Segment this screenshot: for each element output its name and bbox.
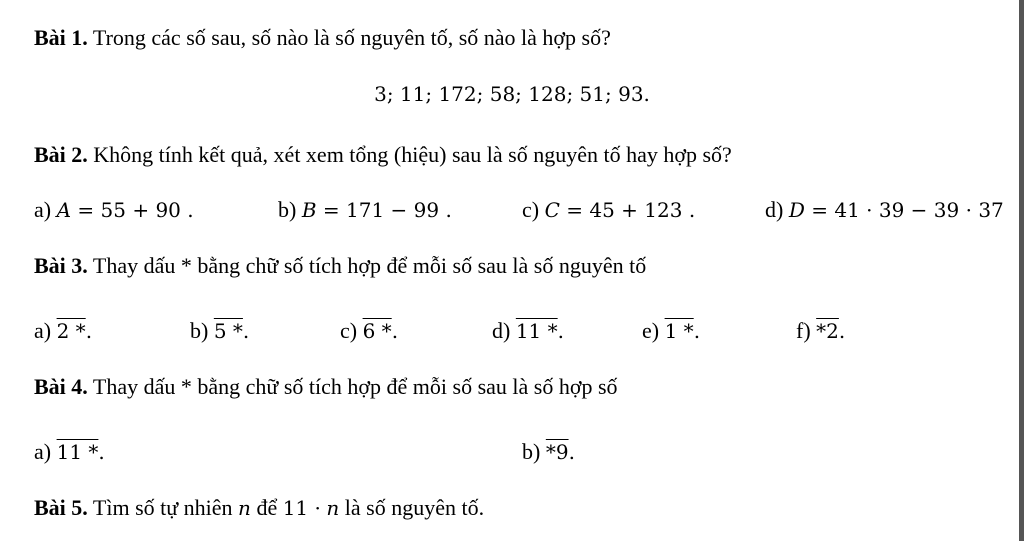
item-letter: b) bbox=[278, 197, 297, 222]
item-number: *2 bbox=[816, 319, 839, 343]
exercise-3-item-c bbox=[340, 320, 398, 342]
exercise-5-expr-variable: n bbox=[326, 496, 340, 520]
item-period: . bbox=[838, 319, 846, 343]
item-number: 2 * bbox=[56, 319, 86, 343]
item-period: . bbox=[242, 319, 250, 343]
item-expression: = 45 + 123 . bbox=[559, 198, 696, 222]
exercise-5-text-mid: để bbox=[256, 495, 278, 520]
item-period: . bbox=[391, 319, 399, 343]
exercise-3-heading bbox=[34, 255, 646, 277]
exercise-3-item-f bbox=[796, 320, 845, 342]
item-period: . bbox=[85, 319, 93, 343]
item-expression: = 171 − 99 . bbox=[316, 198, 452, 222]
exercise-3-item-e bbox=[642, 320, 700, 342]
item-period: . bbox=[568, 440, 575, 464]
item-number: 11 * bbox=[56, 440, 99, 464]
exercise-1-label: Bài 1. bbox=[34, 25, 88, 50]
exercise-1-text: Trong các số sau, số nào là số nguyên tố, số nào là hợp số? bbox=[92, 25, 611, 50]
item-variable: B bbox=[301, 198, 317, 222]
right-border bbox=[1019, 0, 1024, 541]
exercise-5-heading bbox=[34, 497, 484, 519]
item-number: 6 * bbox=[362, 319, 392, 343]
exercise-1-heading bbox=[34, 27, 611, 49]
exercise-1-numbers: 3; 11; 172; 58; 128; 51; 93. bbox=[374, 82, 650, 106]
item-letter: d) bbox=[492, 318, 511, 343]
item-letter: a) bbox=[34, 197, 52, 222]
item-period: . bbox=[98, 440, 105, 464]
item-letter: c) bbox=[522, 197, 540, 222]
item-number: 1 * bbox=[664, 319, 694, 343]
item-letter: b) bbox=[522, 439, 541, 464]
exercise-5-text-after: là số nguyên tố. bbox=[344, 495, 485, 520]
item-letter: b) bbox=[190, 318, 209, 343]
item-number: 11 * bbox=[515, 319, 558, 343]
exercise-5-variable: n bbox=[238, 496, 251, 520]
exercise-3-label: Bài 3. bbox=[34, 253, 88, 278]
exercise-5-label: Bài 5. bbox=[34, 495, 88, 520]
exercise-2-label: Bài 2. bbox=[34, 142, 88, 167]
exercise-4-label: Bài 4. bbox=[34, 374, 88, 399]
item-number: *9 bbox=[545, 440, 569, 464]
exercise-2-heading bbox=[34, 144, 732, 166]
item-letter: a) bbox=[34, 318, 52, 343]
item-letter: e) bbox=[642, 318, 660, 343]
item-letter: c) bbox=[340, 318, 358, 343]
exercise-5-expr-number: 11 · bbox=[282, 496, 321, 520]
exercise-2-item-d bbox=[765, 199, 1004, 221]
exercise-4-text: Thay dấu * bằng chữ số tích hợp để mỗi số sau là số hợp số bbox=[92, 374, 618, 399]
item-period: . bbox=[693, 319, 701, 343]
exercise-2-item-b bbox=[278, 199, 452, 221]
exercise-5-text-before: Tìm số tự nhiên bbox=[92, 495, 233, 520]
item-variable: D bbox=[788, 198, 805, 222]
exercise-3-item-b bbox=[190, 320, 249, 342]
item-expression: = 41 · 39 − 39 · 37 bbox=[804, 198, 1004, 222]
exercise-3-item-d bbox=[492, 320, 564, 342]
item-letter: a) bbox=[34, 439, 52, 464]
item-letter: f) bbox=[796, 318, 811, 343]
exercise-3-text: Thay dấu * bằng chữ số tích hợp để mỗi số sau là số nguyên tố bbox=[92, 253, 647, 278]
item-variable: C bbox=[544, 198, 560, 222]
item-letter: d) bbox=[765, 197, 784, 222]
exercise-4-heading bbox=[34, 376, 618, 398]
exercise-2-item-c bbox=[522, 199, 695, 221]
exercise-4-item-b bbox=[522, 441, 575, 463]
exercise-2-text: Không tính kết quả, xét xem tổng (hiệu) sau là số nguyên tố hay hợp số? bbox=[93, 142, 732, 167]
item-period: . bbox=[557, 319, 564, 343]
exercise-3-item-a bbox=[34, 320, 92, 342]
exercise-2-item-a bbox=[34, 199, 194, 221]
exercise-4-item-a bbox=[34, 441, 105, 463]
item-number: 5 * bbox=[213, 319, 243, 343]
item-variable: A bbox=[56, 198, 72, 222]
item-expression: = 55 + 90 . bbox=[71, 198, 194, 222]
